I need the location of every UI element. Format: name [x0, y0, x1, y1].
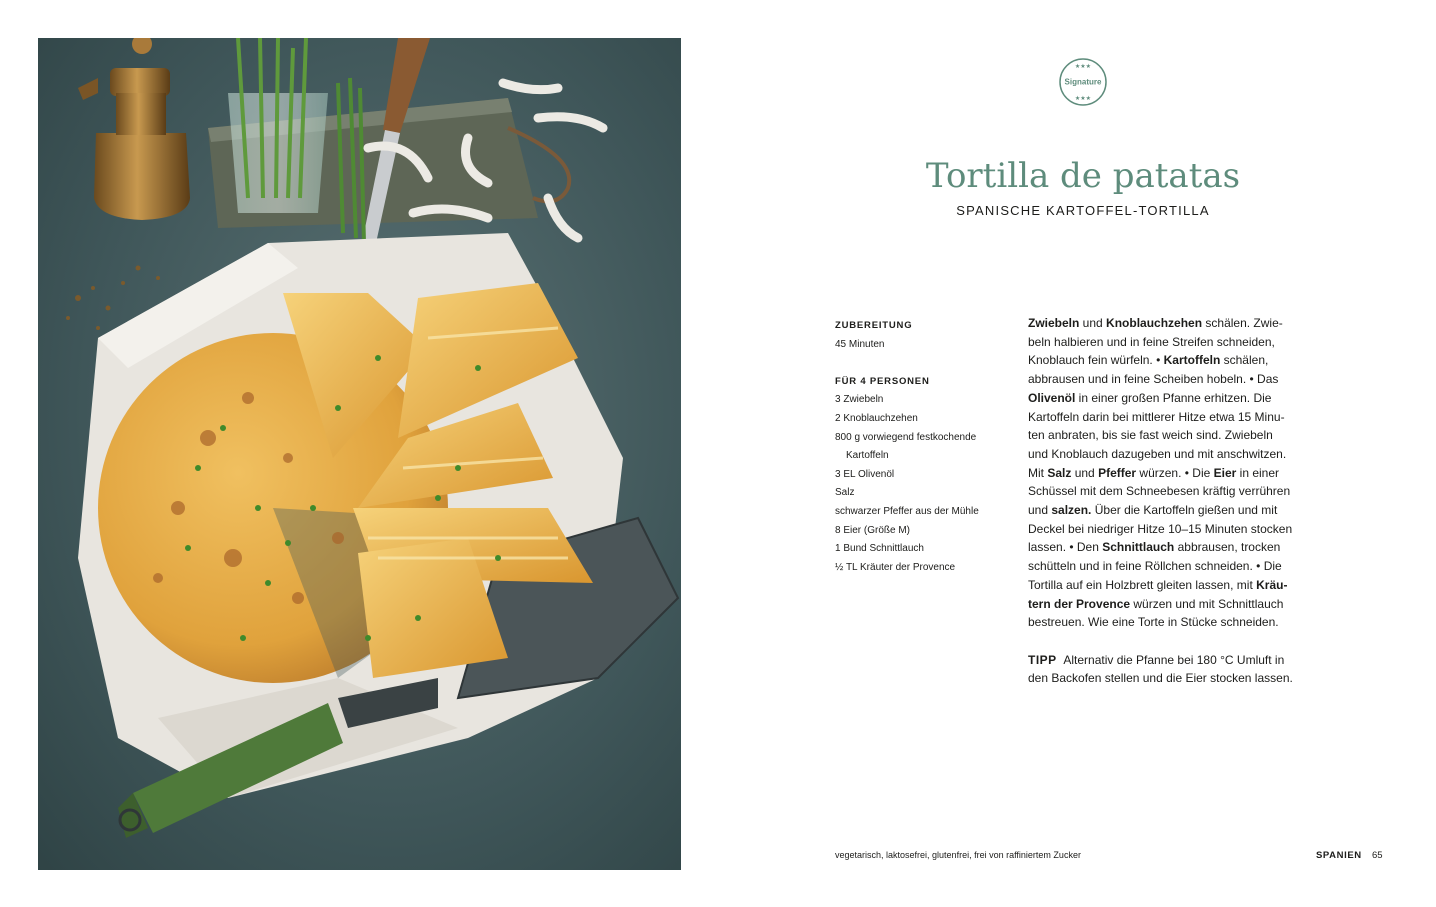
method-line — [1028, 595, 1313, 614]
method-line — [1028, 538, 1313, 557]
method-ingredient-highlight: Eier — [1213, 465, 1237, 480]
method-text-segment: und — [1071, 465, 1099, 480]
method-line — [1028, 314, 1313, 333]
method-line — [1028, 501, 1313, 520]
section-name: SPANIEN — [1316, 850, 1362, 861]
method-text-segment: und — [1079, 316, 1107, 330]
method-text-segment: und — [1028, 503, 1052, 518]
method-text-segment: beln halbieren und in feine Streifen schneiden, — [1028, 334, 1275, 349]
method-line — [1028, 613, 1313, 632]
page-number: 65 — [1372, 850, 1383, 861]
tip-text-line: Alternativ die Pfanne bei 180 °C Umluft in — [1063, 652, 1285, 667]
method-line — [1028, 482, 1313, 501]
tip-paragraph — [1028, 651, 1313, 688]
svg-text:★★★: ★★★ — [1074, 63, 1092, 70]
ingredient-item: 1 Bund Schnittlauch — [835, 543, 924, 555]
signature-badge — [1058, 57, 1108, 107]
method-text-segment: abbrausen, trocken — [1174, 540, 1281, 555]
method-line — [1028, 464, 1313, 483]
tortilla-photo-illustration — [38, 38, 681, 870]
ingredient-item: 3 EL Olivenöl — [835, 468, 895, 480]
method-ingredient-highlight: Salz — [1047, 465, 1072, 480]
tip-label: TIPP — [1028, 652, 1057, 667]
method-line — [1028, 351, 1313, 370]
ingredient-item: schwarzer Pfeffer aus der Mühle — [835, 505, 979, 517]
ingredient-item: Kartoffeln — [846, 450, 889, 462]
recipe-subtitle: SPANISCHE KARTOFFEL-TORTILLA — [956, 203, 1210, 218]
method-text-segment: würzen und mit Schnittlauch — [1130, 596, 1284, 611]
servings-label: FÜR 4 PERSONEN — [835, 375, 930, 387]
method-line — [1028, 389, 1313, 408]
method-line — [1028, 576, 1313, 595]
recipe-info-column — [835, 317, 1015, 577]
method-ingredient-highlight: Kartoffeln — [1163, 353, 1221, 368]
method-text-segment: schütteln und in feine Röllchen schneiden. • Die — [1028, 559, 1282, 574]
method-text-segment: würzen. • Die — [1136, 465, 1214, 480]
method-text-segment: Schüssel mit dem Schneebesen kräftig verrühren — [1028, 484, 1291, 499]
prep-time: 45 Minuten — [835, 338, 885, 350]
ingredient-item: 3 Zwiebeln — [835, 394, 884, 406]
method-line — [1028, 445, 1313, 464]
method-line — [1028, 557, 1313, 576]
method-ingredient-highlight: Schnittlauch — [1102, 540, 1175, 555]
method-ingredient-highlight: Knoblauchzehen — [1106, 316, 1203, 330]
method-text-segment: ten anbraten, bis sie fast weich sind. Zwiebeln — [1028, 428, 1273, 443]
tip-text-line: den Backofen stellen und die Eier stocken lassen. — [1028, 671, 1293, 686]
method-ingredient-highlight: tern der Provence — [1028, 596, 1131, 611]
method-text-segment: schälen, — [1220, 353, 1269, 368]
method-text-segment: in einer großen Pfanne erhitzen. Die — [1075, 390, 1272, 405]
method-text-segment: Kartoffeln darin bei mittlerer Hitze etwa 15 Minu- — [1028, 409, 1285, 424]
method-line — [1028, 408, 1313, 427]
ingredient-item: Salz — [835, 487, 855, 499]
prep-label: ZUBEREITUNG — [835, 320, 913, 331]
ingredient-item: 800 g vorwiegend festkochende — [835, 431, 977, 443]
ingredient-item: ½ TL Kräuter der Provence — [835, 561, 956, 573]
method-ingredient-highlight: Kräu- — [1256, 577, 1288, 592]
method-ingredient-highlight: Zwiebeln — [1028, 316, 1080, 330]
method-text-segment: Tortilla auf ein Holzbrett gleiten lassen, mit — [1028, 577, 1257, 592]
method-paragraph — [1028, 314, 1313, 632]
ingredient-item: 2 Knoblauchzehen — [835, 412, 918, 424]
method-text-segment: Mit — [1028, 465, 1048, 480]
method-ingredient-highlight: Pfeffer — [1098, 465, 1137, 480]
method-line — [1028, 333, 1313, 352]
method-line — [1028, 520, 1313, 539]
dietary-note: vegetarisch, laktosefrei, glutenfrei, frei von raffiniertem Zucker — [835, 850, 1081, 860]
method-text-segment: Deckel bei niedriger Hitze 10–15 Minuten stocken — [1028, 521, 1293, 536]
recipe-title: Tortilla de patatas — [925, 156, 1241, 196]
svg-text:★★★: ★★★ — [1074, 95, 1092, 102]
recipe-photo — [38, 38, 681, 870]
method-text-segment: in einer — [1236, 465, 1280, 480]
method-text-segment: bestreuen. Wie eine Torte in Stücke schneiden. — [1028, 615, 1279, 630]
method-text — [1028, 314, 1313, 688]
method-text-segment: schälen. Zwie- — [1202, 316, 1283, 330]
method-text-segment: lassen. • Den — [1028, 540, 1103, 555]
method-text-segment: Über die Kartoffeln gießen und mit — [1091, 503, 1278, 518]
method-ingredient-highlight: salzen. — [1051, 503, 1092, 518]
signature-badge-label: Signature — [1064, 77, 1102, 87]
signature-badge-icon — [1058, 57, 1108, 107]
method-line — [1028, 426, 1313, 445]
method-text-segment: und Knoblauch dazugeben und mit anschwitzen. — [1028, 446, 1287, 461]
method-text-segment: abbrausen und in feine Scheiben hobeln. • Das — [1028, 372, 1279, 387]
method-line — [1028, 370, 1313, 389]
ingredient-item: 8 Eier (Größe M) — [835, 524, 911, 536]
method-ingredient-highlight: Olivenöl — [1028, 390, 1076, 405]
method-text-segment: Knoblauch fein würfeln. • — [1028, 353, 1164, 368]
